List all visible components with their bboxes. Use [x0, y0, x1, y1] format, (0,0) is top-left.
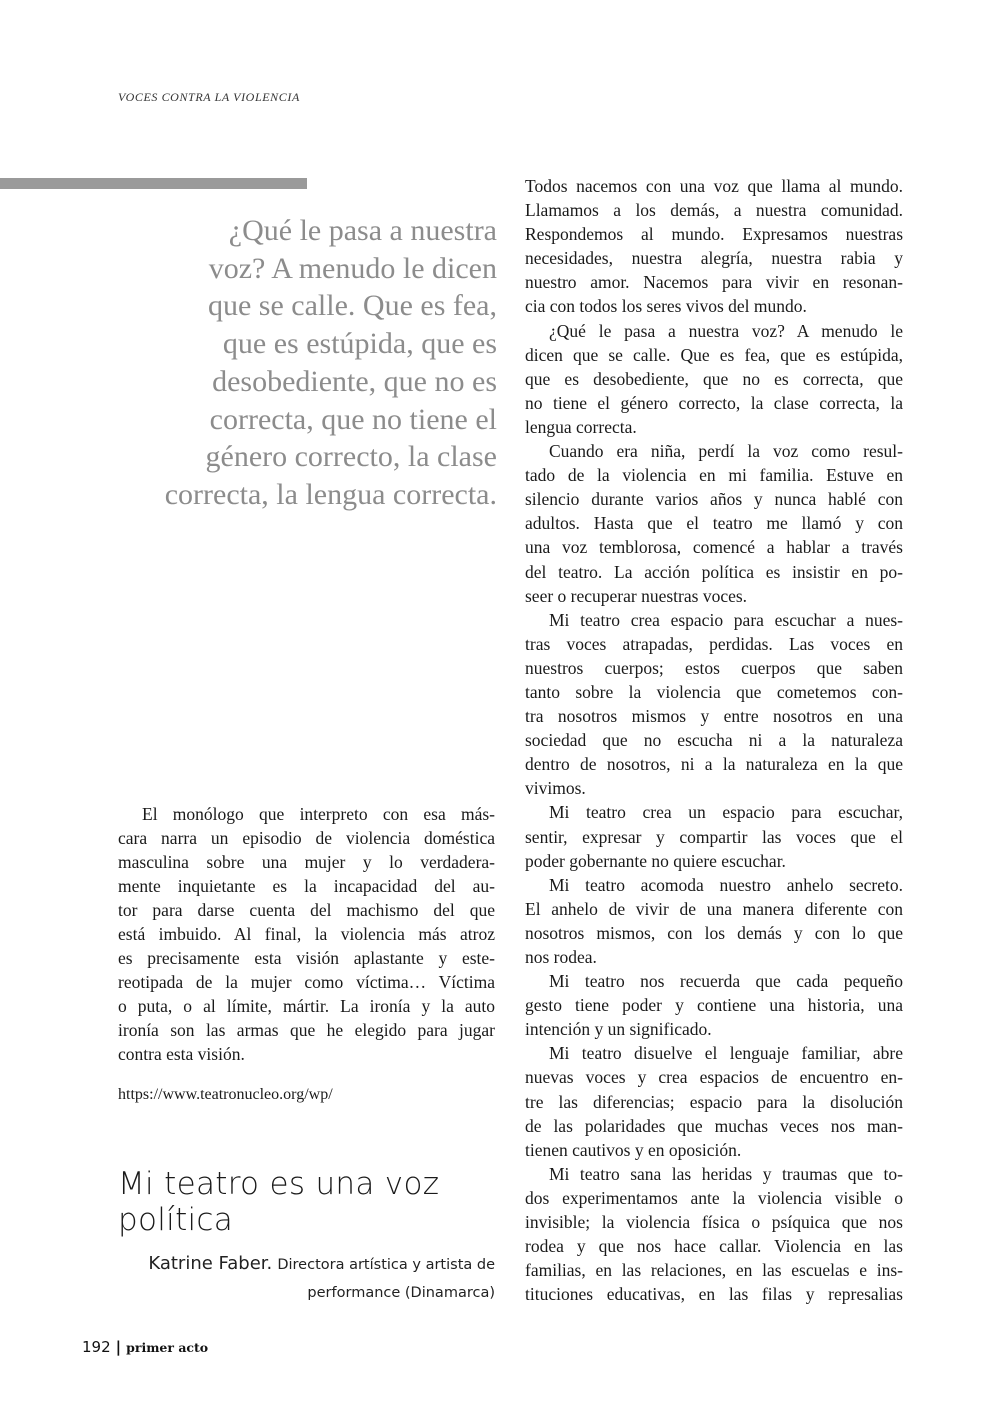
text-line: nuestros cuerpos; estos cuerpos que saben [525, 657, 903, 678]
text-line: tra nosotros mismos y entre nosotros en una [525, 706, 903, 727]
text-line: contra esta visión. [118, 1044, 245, 1064]
pull-quote-line: ¿Qué le pasa a nuestra [228, 214, 497, 247]
text-line: Mi teatro disuelve el lenguaje familiar, abre [549, 1043, 903, 1064]
text-line: dentro de nosotros, ni a la naturaleza en la que [525, 754, 903, 775]
page-footer [82, 1338, 208, 1356]
text-line: intención y un significado. [525, 1019, 712, 1040]
pull-quote-line: desobediente, que no es [212, 364, 497, 398]
pull-quote-line: que se calle. Que es fea, [207, 289, 497, 323]
text-line: es precisamente esta visión aplastante y este- [118, 948, 495, 968]
section-title: Mi teatro es una voz política [118, 1166, 440, 1238]
text-line: El anhelo de vivir de una manera diferente con [525, 898, 903, 919]
text-line: necesidades, nuestra alegría, nuestra rabia y [525, 248, 903, 269]
pull-quote-line: correcta, la lengua correcta. [164, 477, 497, 511]
magazine-name: primer acto [126, 1340, 209, 1355]
text-line: Mi teatro crea espacio para escuchar a nues- [549, 609, 903, 630]
text-line: Respondemos al mundo. Expresamos nuestras [525, 224, 903, 245]
text-line: dos experimentamos ante la violencia visible o [525, 1187, 903, 1208]
text-line: está imbuido. Al final, la violencia más atroz [118, 924, 495, 944]
text-line: invisible; la violencia física o psíquica que nos [525, 1212, 903, 1233]
right-column-text [525, 174, 903, 1306]
text-line: vivimos. [525, 778, 586, 799]
text-line: adultos. Hasta que el teatro me llamó y con [525, 513, 903, 534]
text-line: tienen cautivos y en oposición. [525, 1139, 742, 1160]
text-line: mente inquietante es la incapacidad del au- [118, 876, 495, 896]
text-line: Llamamos a los demás, a nuestra comunidad. [525, 200, 903, 221]
pull-quote-line: que es estúpida, que es [222, 327, 497, 361]
text-line: nuestro amor. Nacemos para vivir en resonan- [525, 272, 903, 293]
text-line: tado de la violencia en mi familia. Estuve en [525, 465, 903, 486]
text-line: rodea y que nos hace callar. Violencia en las [525, 1236, 903, 1257]
pull-quote-line: correcta, que no tiene el [209, 402, 497, 436]
byline [118, 1250, 495, 1307]
text-line: de las polaridades que muchas veces nos man- [525, 1115, 903, 1136]
footer-separator: | [115, 1338, 122, 1356]
text-line: Cuando era niña, perdí la voz como resul- [549, 441, 903, 462]
text-line: tre las diferencias; espacio para la disolución [525, 1091, 903, 1112]
source-link[interactable]: https://www.teatronucleo.org/wp/ [118, 1086, 333, 1103]
text-line: sociedad que no escucha ni a la naturaleza [525, 730, 903, 751]
pull-quote-line: voz? A menudo le dicen [208, 251, 497, 285]
text-line: seer o recuperar nuestras voces. [525, 585, 748, 606]
text-line: cia con todos los seres vivos del mundo. [525, 296, 807, 317]
text-line: una voz temblorosa, comencé a hablar a través [525, 537, 903, 558]
text-line: silencio durante varios años y nunca hablé con [525, 489, 903, 510]
text-line: no tiene el género correcto, la clase correcta, la [525, 392, 903, 413]
pull-quote-line: género correcto, la clase [205, 440, 497, 474]
text-line: sentir, expresar y compartir las voces que el [525, 826, 903, 847]
text-line: poder gobernante no quiere escuchar. [525, 850, 786, 871]
text-line: reotipada de la mujer como víctima… Víctima [118, 972, 495, 992]
author-role-continued: performance (Dinamarca) [307, 1285, 495, 1301]
text-line: tanto sobre la violencia que cometemos con- [525, 681, 903, 702]
running-head: VOCES CONTRA LA VIOLENCIA [118, 90, 300, 104]
text-line: Mi teatro sana las heridas y traumas que to- [549, 1163, 903, 1184]
text-line: que es desobediente, que no es correcta, que [525, 368, 903, 389]
text-line: Mi teatro crea un espacio para escuchar, [549, 802, 903, 823]
text-line: nosotros mismos, con los demás y con lo que [525, 922, 903, 943]
text-line: gesto tiene poder y contiene una historia, una [525, 995, 903, 1016]
text-line: ironía son las armas que he elegido para jugar [118, 1020, 495, 1040]
pull-quote [120, 212, 497, 514]
text-line: Todos nacemos con una voz que llama al mundo. [525, 176, 903, 196]
text-line: del teatro. La acción política es insistir en po- [525, 561, 903, 582]
text-line: familias, en las relaciones, en las escuelas e ins- [525, 1260, 903, 1281]
text-line: masculina sobre una mujer y lo verdadera- [118, 852, 495, 872]
text-line: Mi teatro nos recuerda que cada pequeño [549, 971, 903, 992]
author-role: Directora artística y artista de [277, 1257, 495, 1273]
text-line: tor para darse cuenta del machismo del que [118, 900, 495, 920]
author-name: Katrine Faber. [148, 1253, 273, 1274]
left-column-text [118, 802, 495, 1066]
text-line: nuevas voces y crea espacios de encuentro en- [525, 1067, 903, 1088]
text-line: El monólogo que interpreto con esa más- [142, 804, 495, 824]
text-line: nos rodea. [525, 947, 597, 967]
text-line: cara narra un episodio de violencia doméstica [118, 828, 495, 848]
page-number: 192 [82, 1338, 111, 1356]
text-line: tituciones educativas, en las filas y represalias [525, 1284, 903, 1305]
text-line: o puta, o al límite, mártir. La ironía y la auto [118, 996, 495, 1016]
text-line: Mi teatro acomoda nuestro anhelo secreto. [549, 874, 903, 895]
text-line: ¿Qué le pasa a nuestra voz? A menudo le [549, 320, 903, 341]
text-line: lengua correcta. [525, 416, 637, 437]
decorative-bar [0, 178, 307, 189]
text-line: tras voces atrapadas, perdidas. Las voces en [525, 633, 903, 654]
text-line: dicen que se calle. Que es fea, que es estúpida, [525, 344, 903, 365]
